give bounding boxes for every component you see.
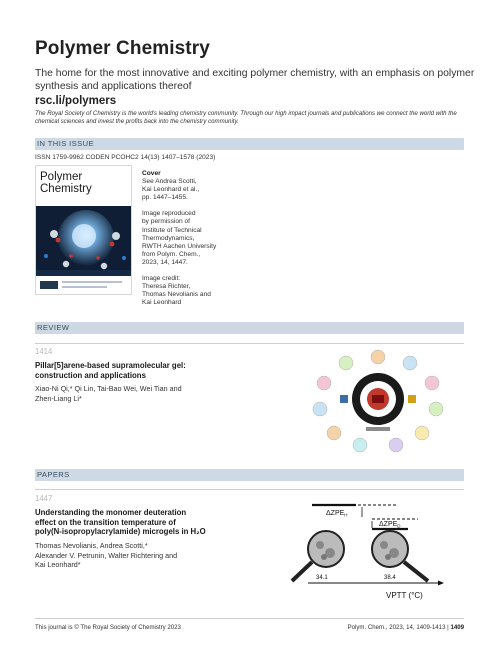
journal-title: Polymer Chemistry — [35, 38, 210, 59]
divider — [35, 343, 464, 344]
vptt-axis-label: VPTT (°C) — [386, 591, 423, 600]
cover-reproduction: Image reproduced — [142, 210, 196, 218]
cover-header — [36, 166, 132, 206]
section-label-review: REVIEW — [37, 323, 70, 332]
footer-divider — [35, 618, 464, 619]
magnifier-right-icon — [372, 531, 428, 581]
journal-tagline: The home for the most innovative and exciting polymer chemistry, with an emphasis on polymer synthesis and applications thereof — [35, 68, 475, 92]
page-number: 1409 — [450, 624, 464, 631]
issue-info: ISSN 1759-9962 CODEN PCOHC2 14(13) 1407–1578 (2023) — [35, 154, 216, 161]
cover-credit: Image credit: — [142, 275, 181, 283]
zpe-h-label: $\Delta ZPE_H$ — [326, 510, 348, 518]
review-page-number: 1414 — [35, 347, 53, 356]
cover-see: See Andrea Scotti, — [142, 178, 197, 186]
section-label-in-this-issue: IN THIS ISSUE — [37, 139, 94, 148]
journal-url-link[interactable]: rsc.li/polymers — [35, 95, 117, 107]
section-bar-review — [35, 322, 464, 334]
paper-page-number: 1447 — [35, 494, 53, 503]
review-authors: Xiao-Ni Qi,* Qi Lin, Tai-Bao Wei, Wei Tian and Zhen-Liang Li* — [35, 384, 182, 403]
footer-copyright: This journal is © The Royal Society of Chemistry 2023 — [35, 624, 181, 631]
divider — [35, 489, 464, 490]
zpe-d-label: $\Delta ZPE_D$ — [379, 521, 401, 529]
cover-footer — [36, 276, 132, 294]
section-bar-in-this-issue — [35, 138, 464, 150]
magnifier-left-icon — [292, 531, 344, 581]
temp-d-label: 38.4 — [384, 575, 396, 581]
temp-h-label: 34.1 — [316, 575, 328, 581]
paper-graphical-abstract[interactable] — [268, 495, 468, 605]
footer-citation: Polym. Chem., 2023, 14, 1409-1413 | 1409 — [347, 624, 464, 631]
cover-image[interactable] — [35, 165, 132, 295]
section-label-papers: PAPERS — [37, 470, 70, 479]
cover-description: Cover See Andrea Scotti, Kai Leonhard et al., pp. 1447–1455. Image reproduced by permission of Institute of Technical Thermodynamics, RWTH Aachen University from Polym. Chem., 2023, 14, 1447. Image credit: Theresa Richter, Thomas Nevolianis and Kai Leonhard — [142, 170, 217, 307]
section-bar-papers — [35, 469, 464, 481]
cover-artwork — [36, 206, 132, 280]
rsc-logo-icon — [40, 281, 58, 289]
paper-authors: Thomas Nevolianis, Andrea Scotti,* Alexander V. Petrunin, Walter Richtering and Kai Leonhard* — [35, 541, 178, 569]
review-title[interactable]: Pillar[5]arene-based supramolecular gel: construction and applications — [35, 361, 186, 380]
review-graphical-abstract[interactable] — [298, 345, 458, 453]
rsc-intro-text: The Royal Society of Chemistry is the world's leading chemistry community. Through our high impact journals and publications we connect the world with the chemical sciences and invest the profits back into the chemistry community. — [35, 110, 457, 125]
cover-label: Cover — [142, 170, 161, 177]
paper-title[interactable]: Understanding the monomer deuteration effect on the transition temperature of poly(N-isopropylacrylamide) microgels in H₂O — [35, 508, 206, 536]
cover-journal-title: Polymer Chemistry — [40, 171, 92, 195]
